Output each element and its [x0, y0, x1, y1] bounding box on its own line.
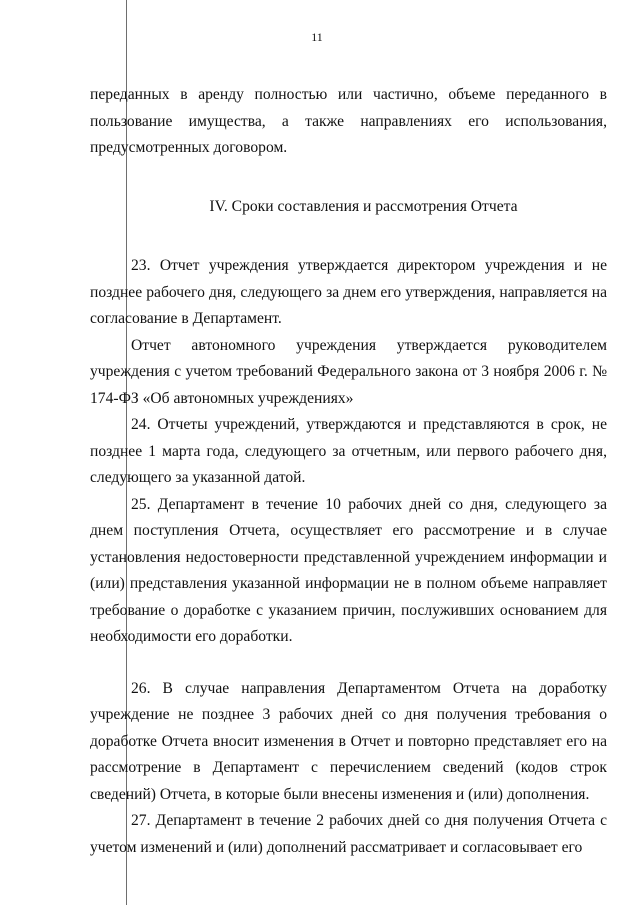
paragraph-27: 27. Департамент в течение 2 рабочих дней со дня получения Отчета с учетом изменений и (или) дополнений рассматривает и согласовывает его — [90, 812, 607, 856]
section-heading: IV. Сроки составления и рассмотрения Отчета — [209, 197, 518, 215]
paragraph-continuation: переданных в аренду полностью или частично, объеме переданного в пользование имущества, а также направлениях его использования, предусмотренных договором. — [90, 86, 607, 156]
paragraph-24: 24. Отчеты учреждений, утверждаются и представляются в срок, не позднее 1 марта года, следующего за отчетным, или первого рабочего дня, следующего за указанной датой. — [90, 416, 607, 486]
paragraph-25: 25. Департамент в течение 10 рабочих дней со дня, следующего за днем поступления Отчета, осуществляет его рассмотрение и в случае установления недостоверности представленной учреждением информации и (или) представления указанной информации не в полном объеме направляет требование о доработке с указанием причин, послуживших основанием для необходимости его доработки. — [90, 495, 607, 645]
document-body — [90, 82, 607, 861]
paragraph-autonomous: Отчет автономного учреждения утверждается руководителем учреждения с учетом требований Федерального закона от 3 ноября 2006 г. № 174-ФЗ «Об автономных учреждениях» — [90, 336, 607, 407]
paragraph-26: 26. В случае направления Департаментом Отчета на доработку учреждение не позднее 3 рабочих дней со дня получения требования о доработке Отчета вносит изменения в Отчет и повторно представляет его на рассмотрение в Департамент с перечислением сведений (кодов строк сведений) Отчета, в которые были внесены изменения и (или) дополнения. — [90, 679, 607, 803]
paragraph-23: 23. Отчет учреждения утверждается директором учреждения и не позднее рабочего дня, следующего за днем его утверждения, направляется на согласование в Департамент. — [90, 257, 607, 327]
page-number: 11 — [311, 30, 323, 44]
